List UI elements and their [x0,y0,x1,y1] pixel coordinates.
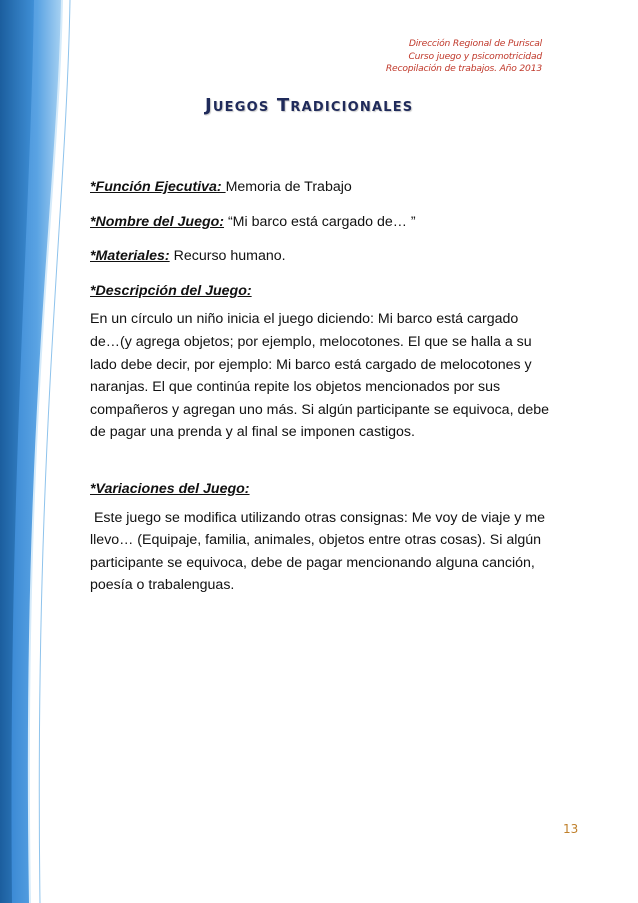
variaciones-line: participante se equivoca, debe de pagar mencionando alguna canción, [90,554,535,571]
materiales-value: Recurso humano. [169,248,286,265]
funcion-ejecutiva-label: *Función Ejecutiva: [90,179,226,195]
descripcion-line: naranjas. El que continúa repite los objetos mencionados por sus [90,379,501,396]
header-line-3: Recopilación de trabajos. Año 2013 [385,63,542,74]
nombre-juego-label: *Nombre del Juego: [90,213,225,230]
variaciones-line: llevo… (Equipaje, familia, animales, objetos entre otras cosas). Si algún [90,532,542,549]
funcion-ejecutiva-value: Memoria de Trabajo [225,179,352,195]
header-line-1: Dirección Regional de Puriscal [408,38,542,49]
page-header [386,38,542,76]
descripcion-label: *Descripción del Juego: [90,282,252,299]
decorative-side-border [0,0,90,903]
page-number: 13 [563,822,579,836]
descripcion-line: de pagar una prenda y al final se imponen castigos. [90,424,415,441]
materiales-row [90,245,590,268]
header-line-2: Curso juego y psicomotricidad [408,50,542,62]
variaciones-heading-row [90,478,590,501]
funcion-ejecutiva-row [90,176,590,199]
materiales-label: *Materiales: [90,248,170,265]
variaciones-line: Este juego se modifica utilizando otras consignas: Me voy de viaje y me [90,509,546,526]
nombre-juego-value: “Mi barco está cargado de… ” [224,213,416,230]
descripcion-line: En un círculo un niño inicia el juego diciendo: Mi barco está cargado [90,311,519,328]
page-title: Juegos Tradicionales [205,95,414,116]
variaciones-line: poesía o trabalenguas. [90,577,235,594]
variaciones-label: *Variaciones del Juego: [90,480,250,497]
nombre-juego-row [90,211,590,234]
descripcion-line: compañeros y agregan uno más. Si algún participante se equivoca, debe [90,401,550,418]
document-body [90,176,590,597]
descripcion-line: de…(y agrega objetos; por ejemplo, melocotones. El que se halla a su [90,333,532,350]
descripcion-heading-row [90,280,590,303]
descripcion-line: lado debe decir, por ejemplo: Mi barco está cargado de melocotones y [90,356,532,373]
